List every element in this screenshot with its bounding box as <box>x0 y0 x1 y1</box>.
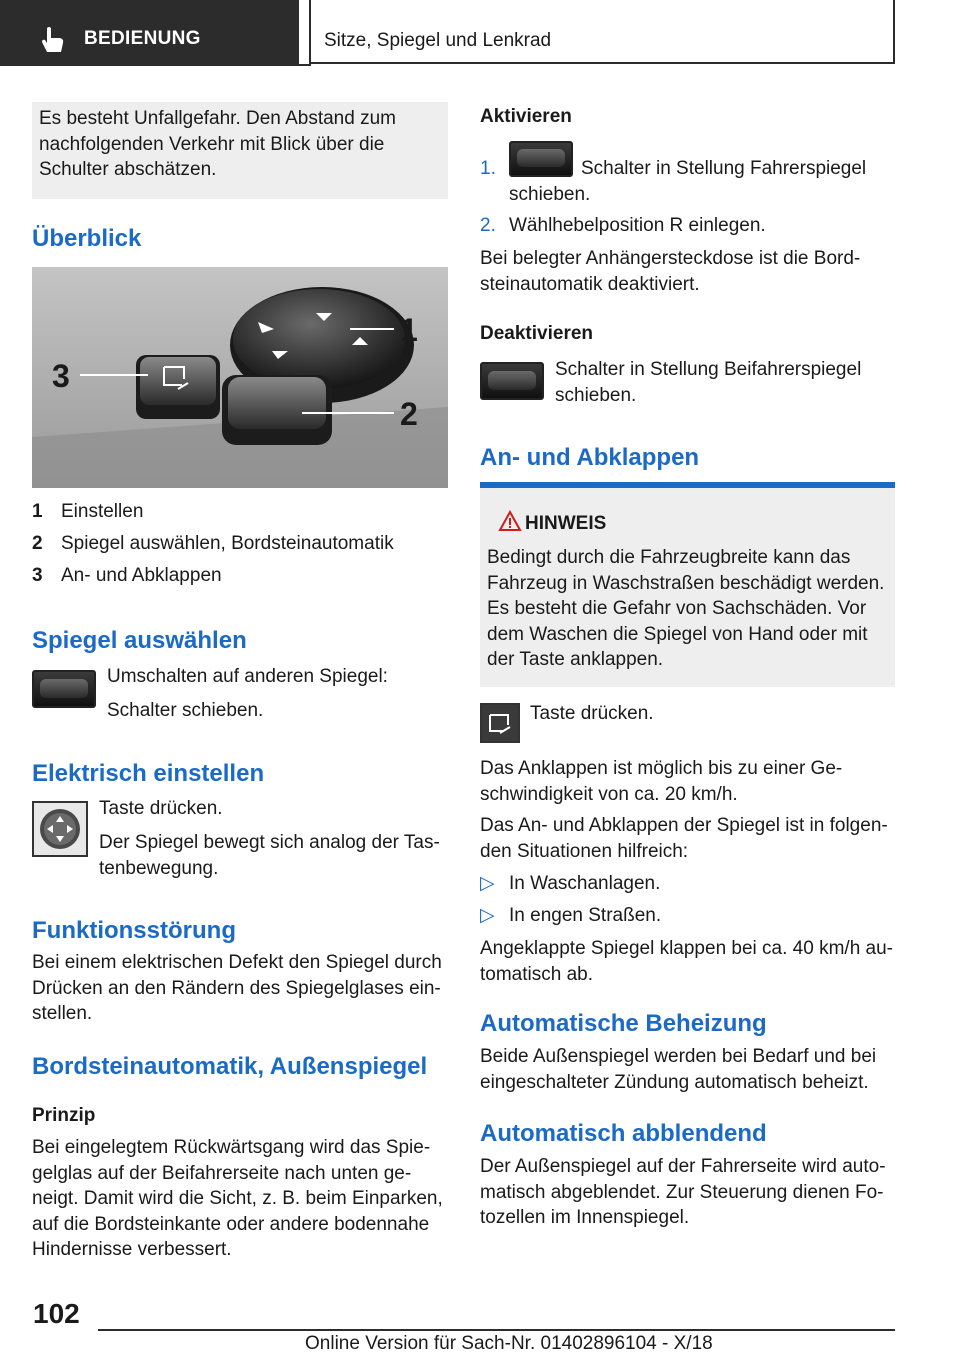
spiegel-auswaehlen-line2: Schalter schieben. <box>107 700 264 721</box>
heading-spiegel-auswaehlen: Spiegel auswählen <box>32 627 247 654</box>
legend-number: 3 <box>32 565 43 586</box>
footer-version: Online Version für Sach-Nr. 01402896104 - X/18 <box>305 1333 713 1354</box>
heading-an-und-abklappen: An- und Abklappen <box>480 444 700 471</box>
figure-label-3: 3 <box>52 358 70 394</box>
elektrisch-line2: Der Spiegel bewegt sich analog der Tas-tenbewegung. <box>99 832 440 879</box>
legend-item <box>32 531 448 563</box>
abklappen-p1: Das Anklappen ist möglich bis zu einer Ge-schwindigkeit von ca. 20 km/h. <box>480 758 843 805</box>
bordstein-note: Bei belegter Anhängersteckdose ist die Bord-steinautomatik deaktiviert. <box>480 248 861 295</box>
header-section-title: BEDIENUNG <box>84 28 201 49</box>
prinzip-text: Bei eingelegtem Rückwärtsgang wird das Spie-gelglas auf der Beifahrerseite nach unten ge-neigt. Damit wird die Sicht, z. B. beim Einparken, auf die Bordsteinkante oder andere bodennahe Hindernisse verbessert. <box>32 1137 443 1260</box>
header-chapter-box <box>311 0 895 64</box>
heading-ueberblick: Überblick <box>32 225 142 252</box>
warning-triangle-icon <box>498 510 522 532</box>
mirror-switch-illustration <box>32 267 448 488</box>
elektrisch-line1: Taste drücken. <box>99 798 223 819</box>
legend-text: Einstellen <box>61 501 144 522</box>
bullet-triangle-icon: ▷ <box>480 905 495 926</box>
heading-bordsteinautomatik: Bordsteinautomatik, Außenspiegel <box>32 1053 428 1080</box>
abklappen-p2: Das An- und Abklappen der Spiegel ist in folgen-den Situationen hilfreich: <box>480 815 888 862</box>
heading-funktionsstoerung: Funktionsstörung <box>32 917 236 944</box>
bullet-item: In engen Straßen. <box>509 905 662 926</box>
beheizung-text: Beide Außenspiegel werden bei Bedarf und bei eingeschalteter Zündung automatisch beheizt. <box>480 1046 877 1093</box>
heading-automatische-beheizung: Automatische Beheizung <box>480 1010 767 1037</box>
bullet-item: In Waschanlagen. <box>509 873 661 894</box>
legend-number: 2 <box>32 533 43 554</box>
heading-deaktivieren: Deaktivieren <box>480 323 594 344</box>
header-section-tab <box>0 0 299 64</box>
figure-label-1: 1 <box>400 312 418 348</box>
legend-text: An- und Abklappen <box>61 565 222 586</box>
legend-number: 1 <box>32 501 43 522</box>
header-chapter-title: Sitze, Spiegel und Lenkrad <box>324 30 552 51</box>
legend-text: Spiegel auswählen, Bordsteinautomatik <box>61 533 394 554</box>
funktionsstoerung-text: Bei einem elektrischen Defekt den Spiegel durch Drücken an den Rändern des Spiegelglases ein-stellen. <box>32 952 442 1024</box>
abblendend-text: Der Außenspiegel auf der Fahrerseite wird auto-matisch abgeblendet. Zur Steuerung dienen Fo-tozellen im Innenspiegel. <box>480 1156 886 1228</box>
warning-box-text: Es besteht Unfallgefahr. Den Abstand zum nachfolgenden Verkehr mit Blick über die Schulter abschätzen. <box>39 108 396 180</box>
heading-aktivieren: Aktivieren <box>480 106 572 127</box>
step-text: Wählhebelposition R einlegen. <box>509 215 766 236</box>
header-underline <box>0 64 311 66</box>
legend-item <box>32 499 448 531</box>
deaktivieren-text: Schalter in Stellung Beifahrerspiegel schieben. <box>555 359 862 406</box>
fold-mirror-button-icon <box>480 703 520 743</box>
mirror-switch-figure <box>32 267 448 488</box>
slide-switch-icon <box>480 362 544 400</box>
hinweis-box <box>480 482 895 687</box>
heading-elektrisch-einstellen: Elektrisch einstellen <box>32 760 265 787</box>
legend-item <box>32 563 448 595</box>
step-number: 2. <box>480 215 496 236</box>
warning-box <box>32 102 448 199</box>
hand-pointer-icon <box>40 26 66 54</box>
abklappen-p3: Angeklappte Spiegel klappen bei ca. 40 km/h au-tomatisch ab. <box>480 938 893 985</box>
heading-prinzip: Prinzip <box>32 1105 96 1126</box>
spiegel-auswaehlen-line1: Umschalten auf anderen Spiegel: <box>107 666 388 687</box>
step-number: 1. <box>480 158 496 179</box>
figure-legend <box>32 499 448 595</box>
step-text: Schalter in Stellung Fahrerspiegel schieben. <box>509 158 867 205</box>
hinweis-title: HINWEIS <box>525 513 607 534</box>
slide-switch-icon <box>32 670 96 708</box>
footer-line <box>98 1329 895 1331</box>
direction-pad-icon <box>32 801 88 857</box>
taste-druecken: Taste drücken. <box>530 703 654 724</box>
hinweis-text: Bedingt durch die Fahrzeugbreite kann das Fahrzeug in Waschstraßen beschädigt werden. Es besteht die Gefahr von Sachschäden. Vor dem Waschen die Spiegel von Hand oder mit der Taste anklappen. <box>487 547 885 670</box>
bullet-triangle-icon: ▷ <box>480 873 495 894</box>
figure-label-2: 2 <box>400 396 418 432</box>
page-number: 102 <box>33 1298 80 1329</box>
heading-automatisch-abblendend: Automatisch abblendend <box>480 1120 767 1147</box>
